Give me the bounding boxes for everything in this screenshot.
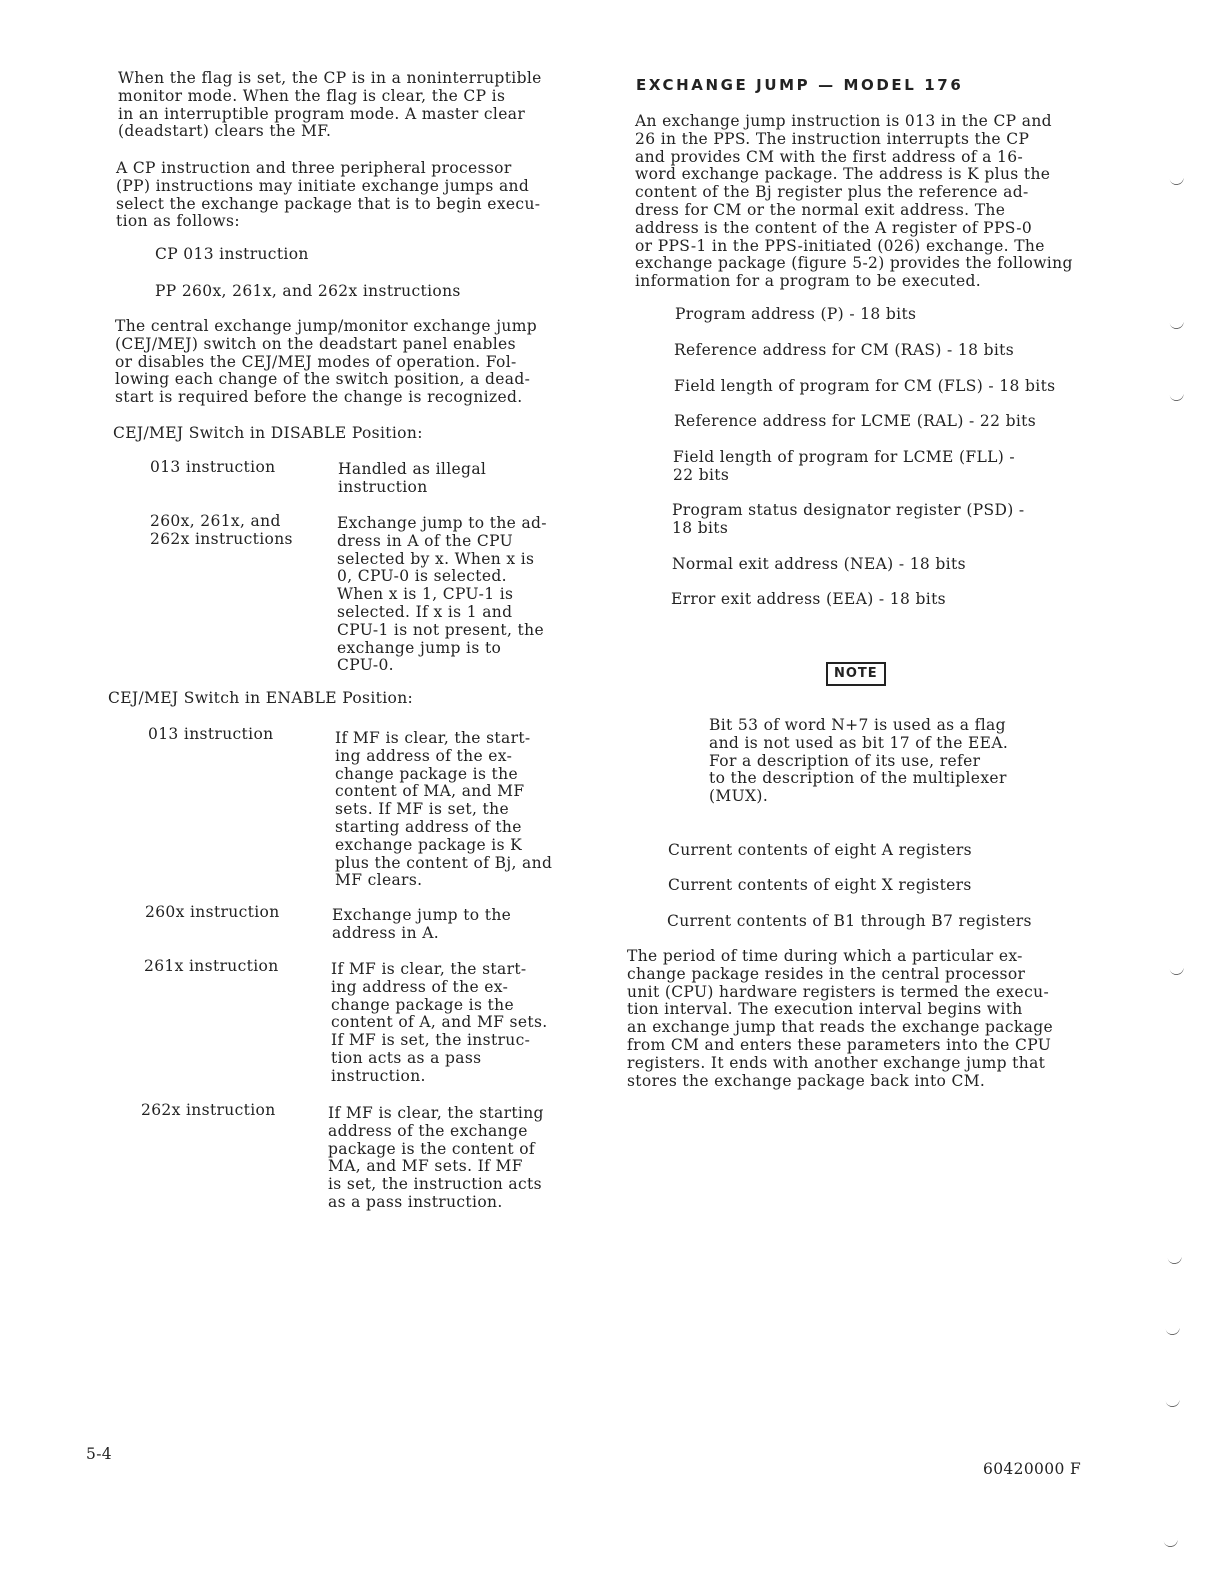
edge-mark	[1169, 319, 1184, 330]
disable-desc-260x: Exchange jump to the ad- dress in A of the CPU selected by x. When x is 0, CPU-0 is selected. When x is 1, CPU-1 is selected. If x is 1 and CPU-1 is not present, the exchange jump is to CPU-0.	[337, 514, 547, 675]
document-number: 60420000 F	[983, 1460, 1082, 1478]
right-paragraph-1: An exchange jump instruction is 013 in the CP and 26 in the PPS. The instruction interrupts the CP and provides CM with the first address of a 16- word exchange package. The address is K plus the content of the Bj register plus the reference ad- dress for CM or the normal exit address. The address is the content of the A register of PPS-0 or PPS-1 in the PPS-initiated (026) exchange. The exchange package (figure 5-2) provides the following information for a program to be executed.	[635, 112, 1073, 291]
enable-term-261x: 261x instruction	[144, 957, 279, 975]
edge-mark	[1169, 965, 1184, 976]
left-paragraph-2: A CP instruction and three peripheral processor (PP) instructions may initiate exchange jumps and select the exchange package that is to begin execu- tion as follows:	[116, 159, 541, 231]
enable-position-heading: CEJ/MEJ Switch in ENABLE Position:	[108, 689, 414, 707]
edge-mark	[1165, 1397, 1180, 1408]
pp-instructions-line: PP 260x, 261x, and 262x instructions	[155, 282, 461, 300]
enable-desc-261x: If MF is clear, the start- ing address of the ex- change package is the content of A, and MF sets. If MF is set, the instruc- tion acts as a pass instruction.	[331, 960, 548, 1085]
left-paragraph-3: The central exchange jump/monitor exchange jump (CEJ/MEJ) switch on the deadstart panel enables or disables the CEJ/MEJ modes of operation. Fol- lowing each change of the switch position, a dead- start is required before the change is recognized.	[115, 317, 538, 407]
page-number: 5-4	[86, 1445, 113, 1463]
left-paragraph-1: When the flag is set, the CP is in a noninterruptible monitor mode. When the flag is clear, the CP is in an interruptible program mode. A master clear (deadstart) clears the MF.	[118, 69, 542, 141]
note-text: Bit 53 of word N+7 is used as a flag and is not used as bit 17 of the EEA. For a description of its use, refer to the description of the multiplexer (MUX).	[709, 716, 1009, 806]
disable-position-heading: CEJ/MEJ Switch in DISABLE Position:	[113, 424, 423, 442]
edge-mark	[1169, 391, 1184, 402]
exchange-item-eea: Error exit address (EEA) - 18 bits	[671, 590, 946, 608]
enable-desc-260x: Exchange jump to the address in A.	[332, 906, 512, 942]
edge-mark	[1163, 1537, 1178, 1548]
exchange-item-p: Program address (P) - 18 bits	[675, 305, 917, 323]
exchange-item-psd: Program status designator register (PSD) - 18 bits	[672, 501, 1025, 537]
contents-x-registers: Current contents of eight X registers	[668, 876, 972, 894]
section-heading: EXCHANGE JUMP — MODEL 176	[636, 76, 964, 94]
exchange-item-fll: Field length of program for LCME (FLL) - 22 bits	[673, 448, 1015, 484]
edge-mark	[1167, 1254, 1182, 1265]
enable-desc-262x: If MF is clear, the starting address of the exchange package is the content of MA, and MF sets. If MF is set, the instruction acts as a pass instruction.	[328, 1104, 544, 1211]
exchange-item-ras: Reference address for CM (RAS) - 18 bits	[674, 341, 1015, 359]
edge-mark	[1169, 175, 1184, 186]
cp-instruction-line: CP 013 instruction	[155, 245, 309, 263]
exchange-item-ral: Reference address for LCME (RAL) - 22 bits	[674, 412, 1037, 430]
exchange-item-nea: Normal exit address (NEA) - 18 bits	[672, 555, 966, 573]
exchange-item-fls: Field length of program for CM (FLS) - 18 bits	[674, 377, 1056, 395]
disable-term-013: 013 instruction	[150, 458, 276, 476]
enable-term-262x: 262x instruction	[141, 1101, 276, 1119]
edge-mark	[1165, 1325, 1180, 1336]
note-label: NOTE	[826, 662, 886, 686]
enable-desc-013: If MF is clear, the start- ing address of the ex- change package is the content of MA, and MF sets. If MF is set, the starting address of the exchange package is K plus the content of Bj, and MF clears.	[335, 729, 553, 890]
contents-a-registers: Current contents of eight A registers	[668, 841, 972, 859]
disable-term-260x: 260x, 261x, and 262x instructions	[150, 512, 293, 548]
enable-term-260x: 260x instruction	[145, 903, 280, 921]
contents-b-registers: Current contents of B1 through B7 registers	[667, 912, 1032, 930]
right-paragraph-2: The period of time during which a particular ex- change package resides in the central processor unit (CPU) hardware registers is termed the execu- tion interval. The execution interval begins with an exchange jump that reads the exchange package from CM and enters these parameters into the CPU registers. It ends with another exchange jump that stores the exchange package back into CM.	[627, 947, 1054, 1090]
enable-term-013: 013 instruction	[148, 725, 274, 743]
disable-desc-013: Handled as illegal instruction	[338, 460, 487, 496]
